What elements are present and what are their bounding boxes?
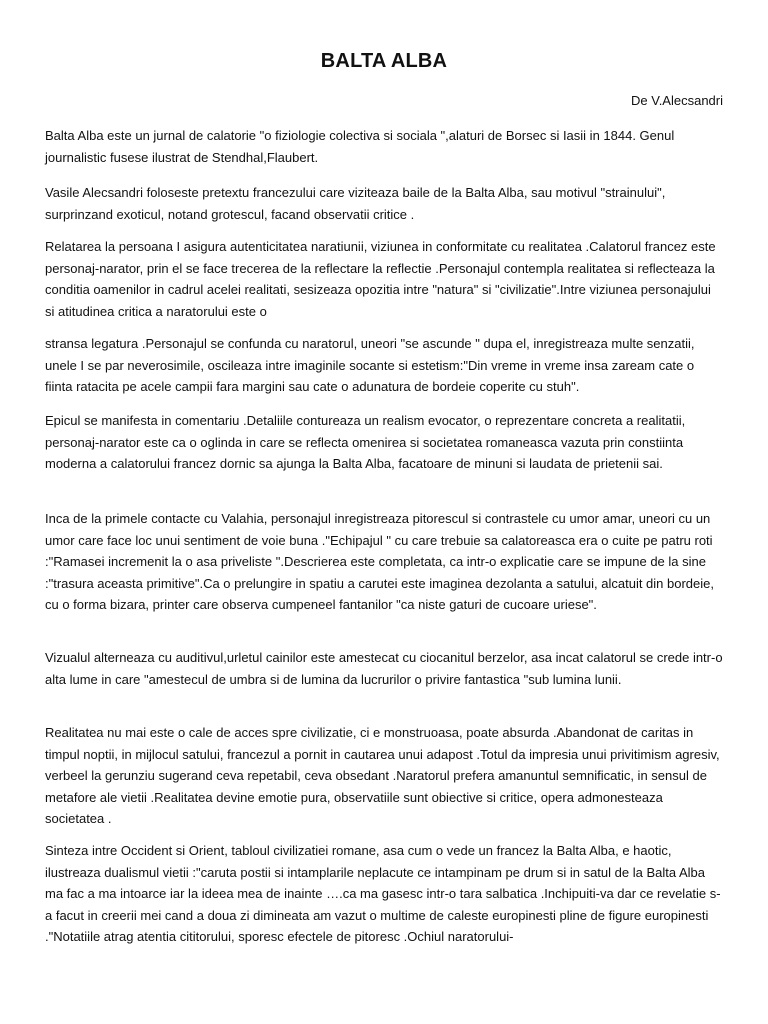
paragraph: Realitatea nu mai este o cale de acces spre civilizatie, ci e monstruoasa, poate absurda .Abandonat de caritas in timpul noptii, in mijlocul satului, francezul a pornit in cautarea unui adapost .Totul da impresia unui privitimism agresiv, verbeel la gerunziu sugerand ceva repetabil, ceva obsedant .Naratorul prefera amanuntul semnificatic, in sensul de metafore ale vietii .Realitatea devine emotie pura, observatiile sunt obiective si critice, opera admonesteaza societatea . [45, 725, 720, 826]
paragraph: Vasile Alecsandri foloseste pretextu francezului care viziteaza baile de la Balta Alba, sau motivul "strainului", surprinzand exoticul, notand grotescul, facand observatii critice . [45, 185, 666, 222]
document-title: BALTA ALBA [320, 50, 448, 72]
paragraph: stransa legatura .Personajul se confunda cu naratorul, uneori "se ascunde " dupa el, inregistreaza multe senzatii, unele I se par neverosimile, oscileaza intre imaginile socante si estetism:"Din vreme in vreme insa zaream cate o fiinta ratacita pe acele campii fara margini sau cate o adunatura de bordeie coperite cu stuh". [45, 336, 695, 394]
paragraph: Epicul se manifesta in comentariu .Detaliile contureaza un realism evocator, o reprezentare concreta a realitatii, personaj-narator este ca o oglinda in care se reflecta omenirea si societatea romaneasca vazuta prin constiinta moderna a calatorului francez dornic sa ajunga la Balta Alba, facatoare de minuni si laudata de prietenii sai. [45, 413, 686, 471]
paragraph: Vizualul alterneaza cu auditivul,urletul cainilor este amestecat cu ciocanitul berzelor, asa incat calatorul se crede intr-o alta lume in care "amestecul de umbra si de lumina da lucrurilor o privire fantastica "sub lumina lunii. [45, 650, 723, 687]
paragraph: Relatarea la persoana I asigura autenticitatea naratiunii, viziunea in conformitate cu realitatea .Calatorul francez este personaj-narator, prin el se face trecerea de la reflectare la reflectie .Personajul contempla realitatea si reflecteaza la conditia oamenilor in cadrul acelei realitati, sesizeaza opozitia intre "natura" si "civilizatie".Intre viziunea personajului si atitudinea critica a naratorului este o [45, 239, 716, 319]
paragraph: Sinteza intre Occident si Orient, tabloul civilizatiei romane, asa cum o vede un francez la Balta Alba, e haotic, ilustreaza dualismul vietii :"caruta postii si intamplarile neplacute ce intampinam pe drum si in satul de la Balta Alba ma fac a ma intoarce iar la ideea mea de inainte ….ca ma gasesc intr-o tara salbatica .Inchipuiti-va dar ce revelatie s-a facut in creerii mei cand a doua zi dimineata am vazut o multime de caleste europinesti pline de figure europinesti ."Notatiile atrag atentia cititorului, sporesc efectele de pitoresc .Ochiul naratorului- [45, 843, 721, 944]
paragraph: Inca de la primele contacte cu Valahia, personajul inregistreaza pitorescul si contrastele cu umor amar, uneori cu un umor care face loc unui sentiment de voie buna ."Echipajul " cu care trebuie sa calatoreasca era o cuite pe patru roti :"Ramasei incremenit la o asa priveliste ".Descrierea este completata, ca intr-o explicatie care se impune de la sine :"trasura aceasta primitive".Ca o prelungire in spatiu a carutei este imaginea dezolanta a satului, alcatuit din bordeie, cu o forma bizara, printer care observa cumpeneel fantanilor "ca niste gaturi de cucoare uriese". [45, 511, 714, 612]
paragraph: Balta Alba este un jurnal de calatorie "o fiziologie colectiva si sociala ",alaturi de Borsec si Iasii in 1844. Genul journalistic fusese ilustrat de Stendhal,Flaubert. [45, 128, 675, 165]
document-author: De V.Alecsandri [630, 93, 723, 108]
